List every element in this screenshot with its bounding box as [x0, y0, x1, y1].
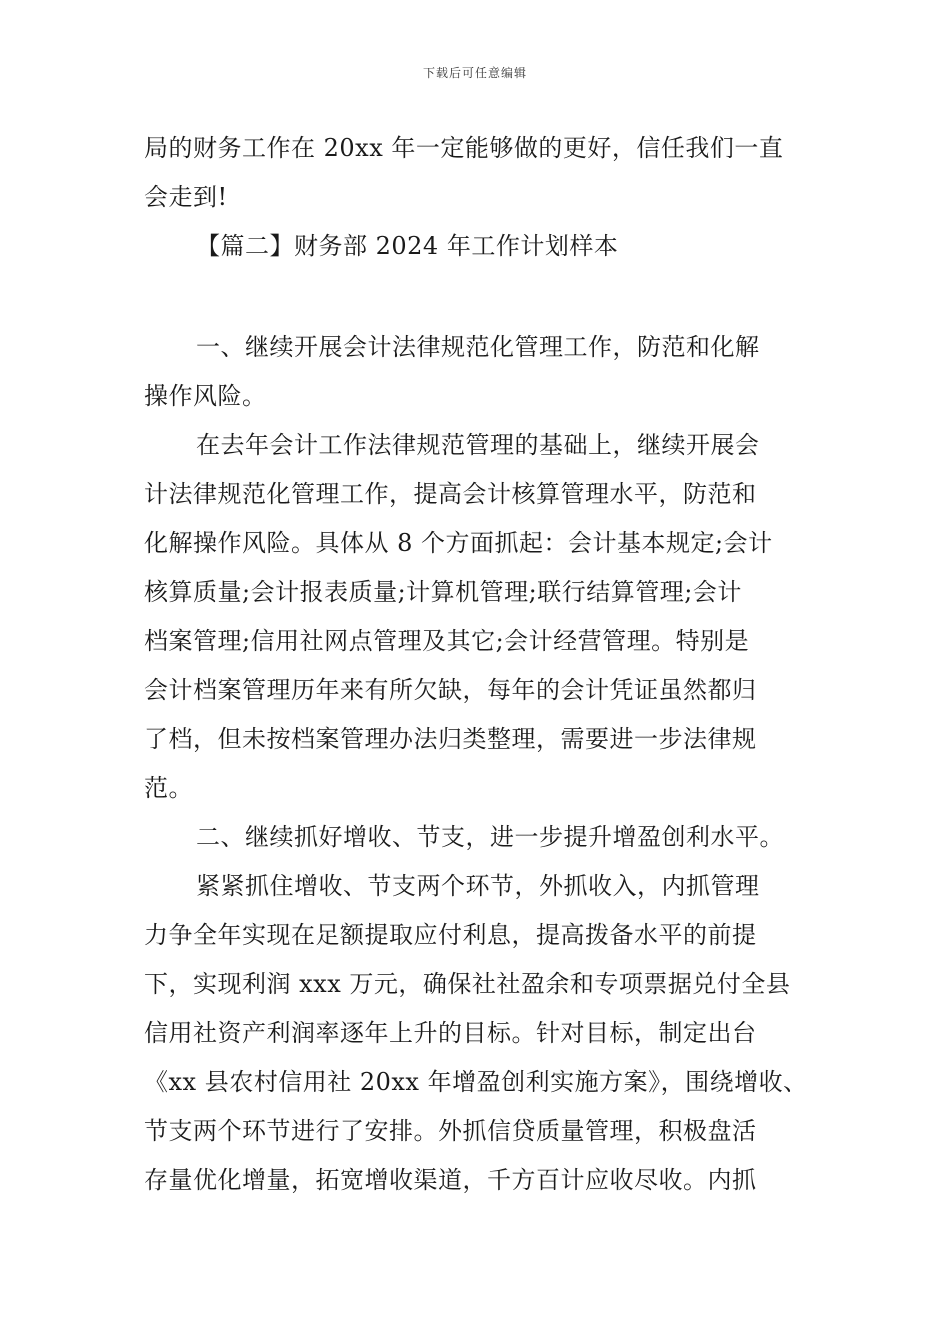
p1-body-line: 档案管理;信用社网点管理及其它;会计经营管理。特别是	[144, 627, 750, 655]
p2-body-line: 下，实现利润 xxx 万元，确保社社盈余和专项票据兑付全县	[144, 970, 791, 998]
blank-line	[144, 271, 814, 323]
p2-body-line: 力争全年实现在足额提取应付利息，提高拨备水平的前提	[144, 921, 757, 949]
page-header-note: 下载后可任意编辑	[422, 66, 527, 80]
p1-body-line: 会计档案管理历年来有所欠缺，每年的会计凭证虽然都归	[144, 676, 757, 704]
p2-body-line: 信用社资产利润率逐年上升的目标。针对目标，制定出台	[144, 1019, 757, 1047]
intro-line: 会走到!	[144, 183, 228, 211]
p2-body-line: 《xx 县农村信用社 20xx 年增盈创利实施方案》，围绕增收、	[144, 1068, 808, 1096]
p1-body-line: 在去年会计工作法律规范管理的基础上，继续开展会	[196, 431, 760, 459]
p1-body-line: 核算质量;会计报表质量;计算机管理;联行结算管理;会计	[144, 578, 742, 606]
p2-heading-line: 二、继续抓好增收、节支，进一步提升增盈创利水平。	[196, 823, 784, 851]
p1-heading-line: 一、继续开展会计法律规范化管理工作，防范和化解	[196, 333, 760, 361]
p1-body-line: 计法律规范化管理工作，提高会计核算管理水平，防范和	[144, 480, 757, 508]
p1-body-line: 了档，但未按档案管理办法归类整理，需要进一步法律规	[144, 725, 757, 753]
section-title: 【篇二】财务部 2024 年工作计划样本	[196, 232, 619, 260]
p2-body-line: 节支两个环节进行了安排。外抓信贷质量管理，积极盘活	[144, 1117, 757, 1145]
intro-line: 局的财务工作在 20xx 年一定能够做的更好，信任我们一直	[144, 134, 784, 162]
document-body	[144, 124, 814, 1205]
p2-body-line: 紧紧抓住增收、节支两个环节，外抓收入，内抓管理	[196, 872, 760, 900]
p1-body-line: 范。	[144, 774, 193, 802]
p1-heading-line: 操作风险。	[144, 382, 267, 410]
p1-body-line: 化解操作风险。具体从 8 个方面抓起：会计基本规定;会计	[144, 529, 773, 557]
p2-body-line: 存量优化增量，拓宽增收渠道，千方百计应收尽收。内抓	[144, 1166, 757, 1194]
